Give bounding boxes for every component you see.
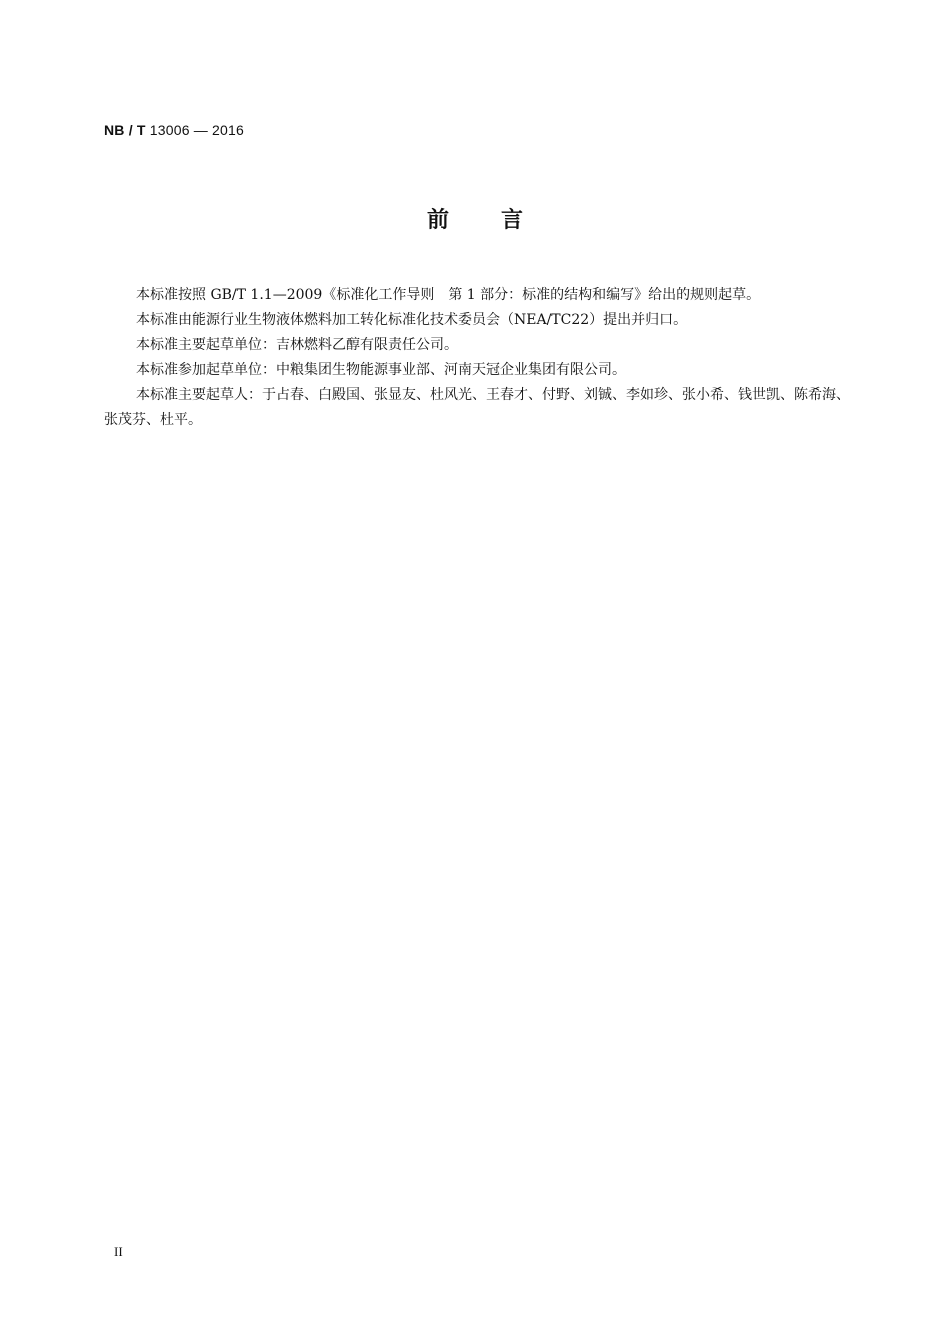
foreword-body	[104, 283, 852, 433]
page-number: II	[114, 1244, 123, 1259]
paragraph-participating-units: 本标准参加起草单位：中粮集团生物能源事业部、河南天冠企业集团有限公司。	[136, 362, 626, 378]
paragraph-main-drafting-unit: 本标准主要起草单位：吉林燃料乙醇有限责任公司。	[136, 337, 458, 353]
paragraph-proposing-committee: 本标准由能源行业生物液体燃料加工转化标准化技术委员会（NEA/TC22）提出并归口。	[136, 312, 688, 328]
paragraph-drafting-rules: 本标准按照 GB/T 1.1—2009《标准化工作导则 第 1 部分：标准的结构和编写》给出的规则起草。	[136, 287, 761, 303]
paragraph-main-drafters: 本标准主要起草人：于占春、白殿国、张显友、杜风光、王春才、付野、刘铖、李如珍、张小希、钱世凯、陈希海、张茂芬、杜平。	[104, 387, 850, 428]
standard-code-prefix: NB / T	[104, 122, 146, 138]
standard-code	[104, 122, 244, 138]
page-title: 前言	[426, 208, 575, 233]
standard-code-number: 13006 — 2016	[145, 122, 245, 138]
